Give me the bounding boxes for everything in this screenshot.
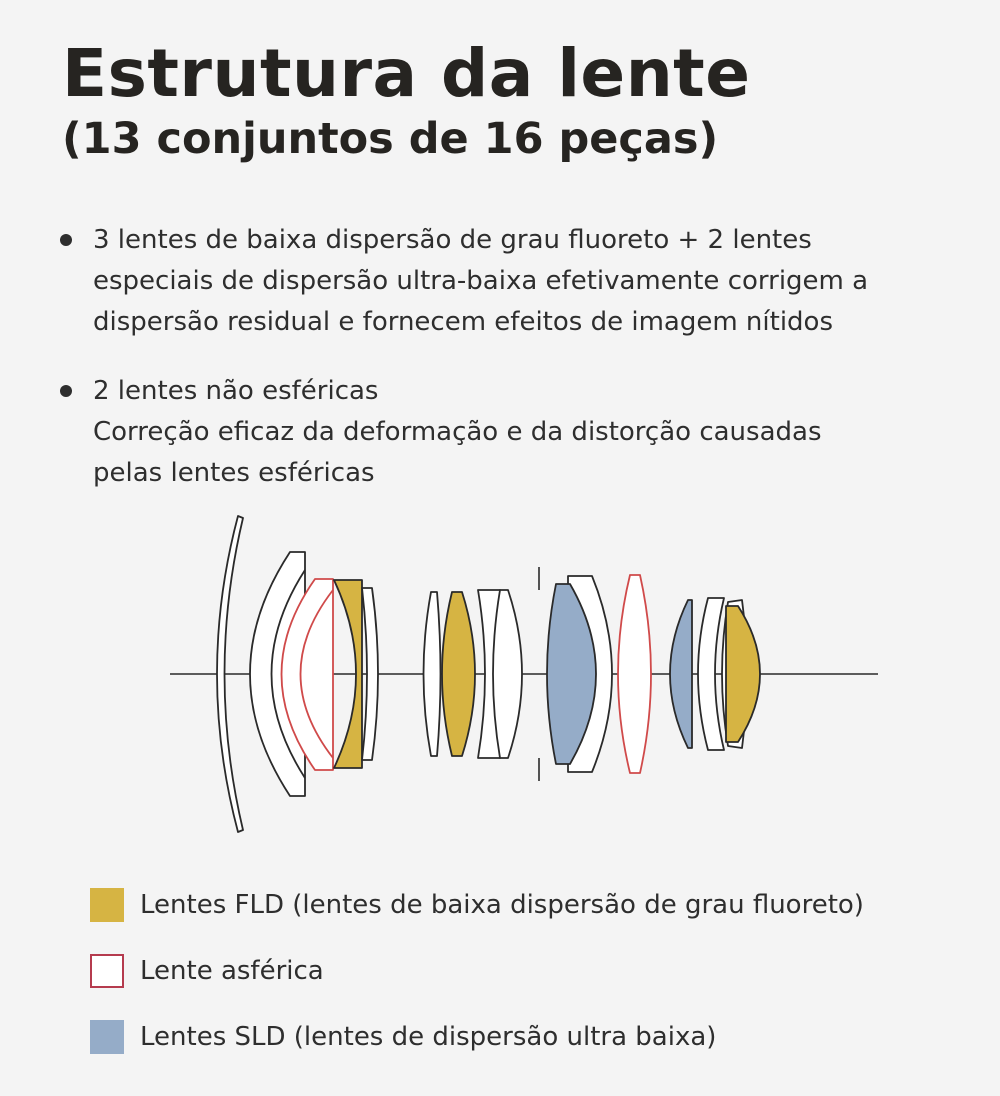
legend-label-aspherical: Lente asférica [140, 956, 324, 986]
page-subtitle: (13 conjuntos de 16 peças) [62, 114, 719, 164]
page-title: Estrutura da lente [62, 35, 751, 112]
lens-structure-diagram [0, 505, 1000, 845]
lens-element-6 [424, 592, 441, 756]
fld-swatch [90, 888, 124, 922]
lens-element-8 [493, 590, 522, 758]
legend-item-sld [90, 1014, 864, 1060]
lens-element-aspherical-2 [618, 575, 651, 773]
feature-item-aspherical [58, 371, 958, 494]
feature-text-line: 2 lentes não esféricas [93, 376, 379, 406]
feature-text-line: 3 lentes de baixa dispersão de grau fluoreto + 2 lentes [93, 225, 812, 255]
lens-element-fld-3 [726, 606, 760, 742]
bullet-dot-icon [60, 234, 72, 246]
feature-text-line: pelas lentes esféricas [93, 458, 375, 488]
feature-item-dispersion [58, 220, 958, 343]
legend [90, 882, 864, 1080]
legend-label-sld: Lentes SLD (lentes de dispersão ultra baixa) [140, 1022, 717, 1052]
bullet-dot-icon [60, 385, 72, 397]
feature-list [58, 220, 958, 522]
legend-label-fld: Lentes FLD (lentes de baixa dispersão de grau fluoreto) [140, 890, 864, 920]
feature-text-line: Correção eficaz da deformação e da distorção causadas [93, 417, 822, 447]
aspherical-swatch [90, 954, 124, 988]
legend-item-fld [90, 882, 864, 928]
legend-item-aspherical [90, 948, 864, 994]
feature-text-line: especiais de dispersão ultra-baixa efetivamente corrigem a [93, 266, 869, 296]
feature-text-line: dispersão residual e fornecem efeitos de imagem nítidos [93, 307, 834, 337]
sld-swatch [90, 1020, 124, 1054]
lens-element-sld-2 [670, 600, 692, 748]
lens-element-fld-2 [442, 592, 475, 756]
